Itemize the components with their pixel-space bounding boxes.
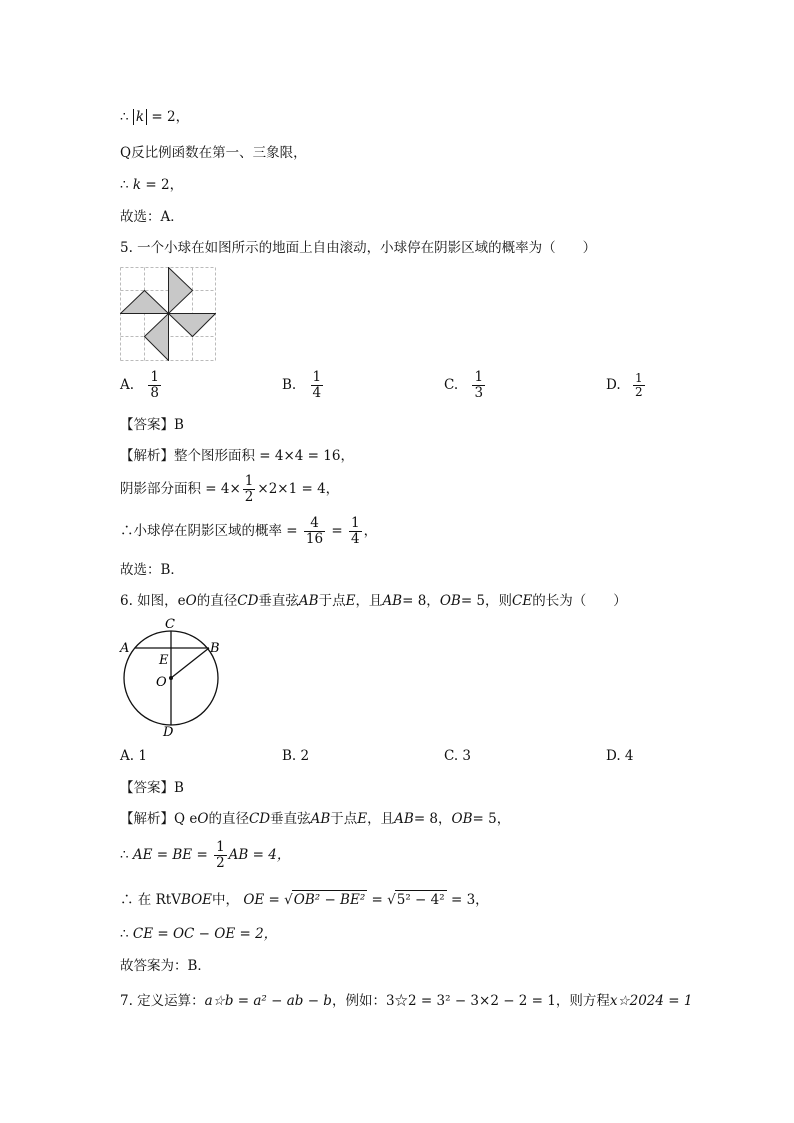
therefore-symbol: ∴ xyxy=(120,109,129,125)
label-e: E xyxy=(159,653,169,668)
analysis-6-line-3: ∴ 在 RtVBOE中， OE = √OB² − BE² = √5² − 4² = 3， xyxy=(120,892,489,908)
shaded-triangle-right xyxy=(169,314,216,337)
option-d: D. $\frac{1}{2}$ xyxy=(606,371,643,399)
option-c: C. $\frac{1}{3}$ xyxy=(444,369,484,401)
analysis-5-line-1: 【解析】整个图形面积 = 4×4 = 16， xyxy=(120,448,354,464)
option-6-a: A. 1 xyxy=(120,748,147,764)
solution-line-k: ∴ k = 2， xyxy=(120,177,184,193)
label-d: D xyxy=(163,725,174,740)
shaded-triangle-left xyxy=(121,291,169,314)
analysis-6-line-1: 【解析】Q eO的直径CD垂直弦AB于点E，且AB= 8，OB= 5， xyxy=(120,811,511,827)
solution-line-abs-k: ∴ k = 2， xyxy=(120,109,190,125)
option-b: B. $\frac{1}{4}$ xyxy=(282,369,322,401)
option-6-d: D. 4 xyxy=(606,748,634,764)
abs-k: k xyxy=(133,109,147,125)
because-symbol: Q xyxy=(120,145,132,161)
analysis-5-line-2: 阴影部分面积 = 4× $\frac{1}{2}$ ×2×1 = 4， xyxy=(120,473,340,505)
question-5: 5. 一个小球在如图所示的地面上自由滚动，小球停在阴影区域的概率为（ ） xyxy=(120,240,597,256)
question-7: 7. 定义运算：a☆b = a² − ab − b，例如：3☆2 = 3² − 3×2 − 2 = 1，则方程x☆2024 = 1 xyxy=(120,993,693,1009)
analysis-6-line-4: ∴ CE = OC − OE = 2， xyxy=(120,926,278,942)
question-6: 6. 如图，eO的直径CD垂直弦AB于点E，且AB= 8，OB= 5，则CE的长为（ ） xyxy=(120,593,627,609)
label-b: B xyxy=(210,641,220,656)
analysis-5-line-3: ∴小球停在阴影区域的概率 = $\frac{4}{16}$ = $\frac{1}{4}$ ， xyxy=(120,515,378,547)
solution-line-quadrant: Q反比例函数在第一、三象限， xyxy=(120,145,307,161)
label-a: A xyxy=(120,641,130,656)
analysis-5-line-4: 故选：B． xyxy=(120,562,184,578)
label-o: O xyxy=(156,675,167,690)
option-a: A. $\frac{1}{8}$ xyxy=(120,369,159,401)
analysis-6-line-5: 故答案为：B． xyxy=(120,958,211,974)
choose-a-line: 故选：A． xyxy=(120,209,184,225)
answer-5: 【答案】B xyxy=(120,417,184,433)
analysis-6-line-2: ∴ AE = BE = $\frac{1}{2}$ AB = 4， xyxy=(120,839,291,871)
shaded-triangle-top xyxy=(169,268,193,314)
option-6-c: C. 3 xyxy=(444,748,472,764)
label-c: C xyxy=(165,617,175,632)
circle-figure xyxy=(114,614,232,740)
answer-6: 【答案】B xyxy=(120,780,184,796)
shaded-triangle-bottom xyxy=(145,314,169,361)
center-point xyxy=(169,676,173,680)
pinwheel-figure xyxy=(120,267,216,361)
segment-ob xyxy=(171,648,209,678)
option-6-b: B. 2 xyxy=(282,748,310,764)
